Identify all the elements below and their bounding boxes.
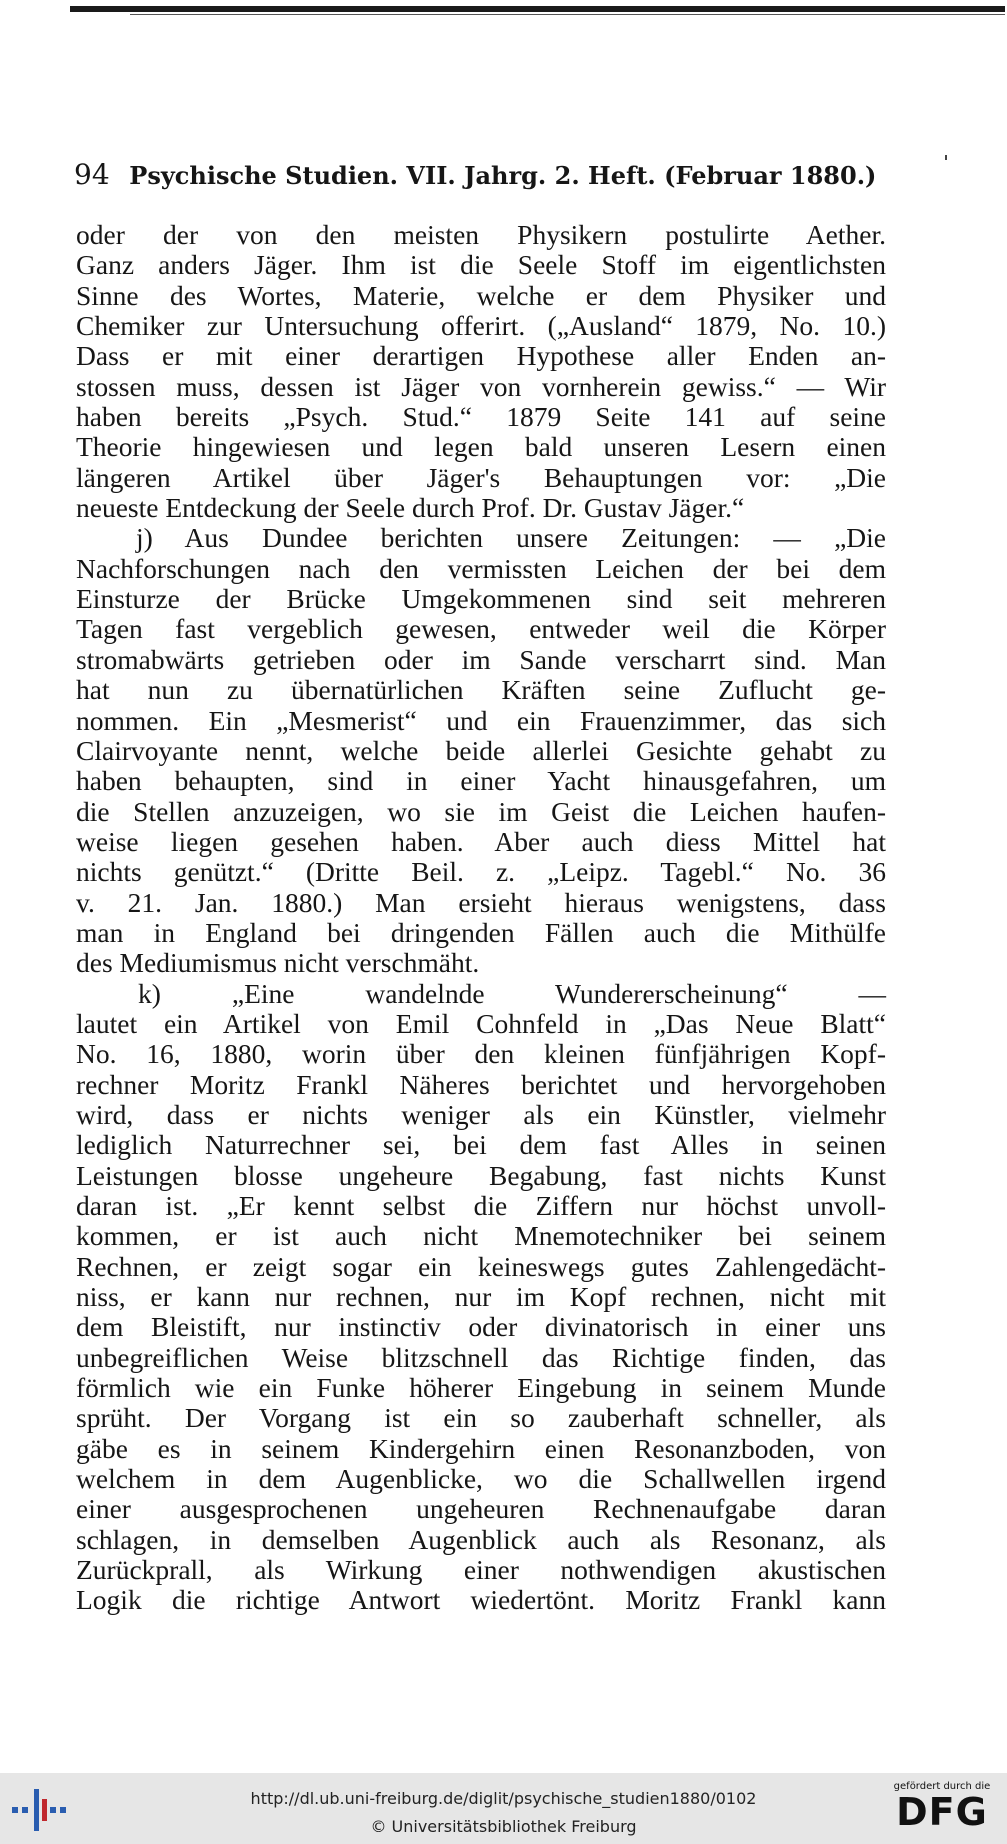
body-text [76, 220, 886, 1616]
scan-speck [945, 155, 947, 160]
text-line: Zurückprall, als Wirkung einer nothwendigen akustischen [76, 1554, 886, 1586]
text-line: oder der von den meisten Physikern postulirte Aether. [76, 219, 886, 250]
page-number: 94 [74, 158, 110, 191]
source-url[interactable]: http://dl.ub.uni-freiburg.de/diglit/psychische_studien1880/0102 [250, 1789, 757, 1808]
text-line: Theorie hingewiesen und legen bald unseren Lesern einen [76, 431, 886, 463]
text-line: des Mediumismus nicht verschmäht. [76, 947, 480, 979]
text-line: unbegreiflichen Weise blitzschnell das Richtige finden, das [76, 1341, 886, 1373]
text-line: Sinne des Wortes, Materie, welche er dem Physiker und [76, 279, 886, 311]
text-line: die Stellen anzuzeigen, wo sie im Geist die Leichen haufen- [76, 795, 886, 827]
text-line: niss, er kann nur rechnen, nur im Kopf rechnen, nicht mit [76, 1281, 886, 1313]
text-line: Logik die richtige Antwort wiedertönt. Moritz Frankl kann [76, 1584, 886, 1616]
dfg-wordmark: DFG [896, 1790, 988, 1834]
text-line: Nachforschungen nach den vermissten Leichen der bei dem [76, 552, 886, 584]
dfg-logo [887, 1781, 997, 1832]
text-line: hat nun zu übernatürlichen Kräften seine Zuflucht ge- [76, 674, 886, 706]
text-line: dem Bleistift, nur instinctiv oder divinatorisch in einer uns [76, 1311, 886, 1343]
text-line: stromabwärts getrieben oder im Sande verscharrt sind. Man [76, 643, 886, 675]
text-line: schlagen, in demselben Augenblick auch als Resonanz, als [76, 1523, 886, 1555]
text-line: neueste Entdeckung der Seele durch Prof. Dr. Gustav Jäger.“ [76, 492, 745, 524]
text-line: k) „Eine wandelnde Wundererscheinung“ — [138, 977, 886, 1009]
text-line: haben bereits „Psych. Stud.“ 1879 Seite 141 auf seine [76, 401, 886, 433]
text-line: Leistungen blosse ungeheure Begabung, fast nichts Kunst [76, 1159, 886, 1191]
text-line: haben behaupten, sind in einer Yacht hinausgefahren, um [76, 765, 886, 797]
text-line: längeren Artikel über Jäger's Behauptungen vor: „Die [76, 461, 886, 493]
top-rule-thin [130, 14, 1005, 15]
text-line: daran ist. „Er kennt selbst die Ziffern nur höchst unvoll- [76, 1190, 886, 1221]
dfg-funded-label: gefördert durch die [893, 1781, 991, 1792]
text-line: Dass er mit einer derartigen Hypothese aller Enden an- [76, 340, 886, 372]
text-line: Einsturze der Brücke Umgekommenen sind seit mehreren [76, 583, 886, 615]
running-head [74, 158, 877, 191]
text-line: kommen, er ist auch nicht Mnemotechniker bei seinem [76, 1220, 886, 1252]
text-line: förmlich wie ein Funke höherer Eingebung in seinem Munde [76, 1372, 886, 1404]
text-line: nichts genützt.“ (Dritte Beil. z. „Leipz. Tagebl.“ No. 36 [76, 856, 886, 888]
text-line: No. 16, 1880, worin über den kleinen fünfjährigen Kopf- [76, 1038, 886, 1070]
text-line: Clairvoyante nennt, welche beide allerlei Gesichte gehabt zu [76, 734, 886, 766]
text-line: weise liegen gesehen haben. Aber auch diess Mittel hat [76, 825, 886, 857]
text-line: Chemiker zur Untersuchung offerirt. („Ausland“ 1879, No. 10.) [76, 310, 886, 342]
text-line: nommen. Ein „Mesmerist“ und ein Frauenzimmer, das sich [76, 704, 886, 736]
text-line: j) Aus Dundee berichten unsere Zeitungen: — „Die [136, 522, 886, 554]
text-line: lediglich Naturrechner sei, bei dem fast Alles in seinen [76, 1129, 886, 1161]
text-line: einer ausgesprochenen ungeheuren Rechnenaufgabe daran [76, 1493, 886, 1525]
text-line: Ganz anders Jäger. Ihm ist die Seele Stoff im eigentlichsten [76, 249, 886, 281]
text-line: man in England bei dringenden Fällen auch die Mithülfe [76, 916, 886, 948]
text-line: Tagen fast vergeblich gewesen, entweder weil die Körper [76, 613, 886, 645]
text-line: gäbe es in seinem Kindergehirn einen Resonanzboden, von [76, 1432, 886, 1464]
viewer-footer [0, 1773, 1007, 1844]
running-title: Psychische Studien. VII. Jahrg. 2. Heft. (Februar 1880.) [129, 161, 877, 190]
text-line: sprüht. Der Vorgang ist ein so zauberhaft schneller, als [76, 1402, 886, 1434]
text-line: Rechnen, er zeigt sogar ein keineswegs gutes Zahlengedächt- [76, 1250, 886, 1282]
top-rule [70, 6, 1005, 12]
text-line: wird, dass er nichts weniger als ein Künstler, vielmehr [76, 1098, 886, 1130]
text-line: stossen muss, dessen ist Jäger von vornherein gewiss.“ — Wir [76, 370, 886, 402]
text-line: rechner Moritz Frankl Näheres berichtet und hervorgehoben [76, 1068, 886, 1100]
copyright-notice: © Universitätsbibliothek Freiburg [370, 1817, 637, 1836]
text-line: lautet ein Artikel von Emil Cohnfeld in „Das Neue Blatt“ [76, 1007, 886, 1039]
text-line: welchem in dem Augenblicke, wo die Schallwellen irgend [76, 1463, 886, 1495]
text-line: v. 21. Jan. 1880.) Man ersieht hieraus wenigstens, dass [76, 886, 886, 918]
